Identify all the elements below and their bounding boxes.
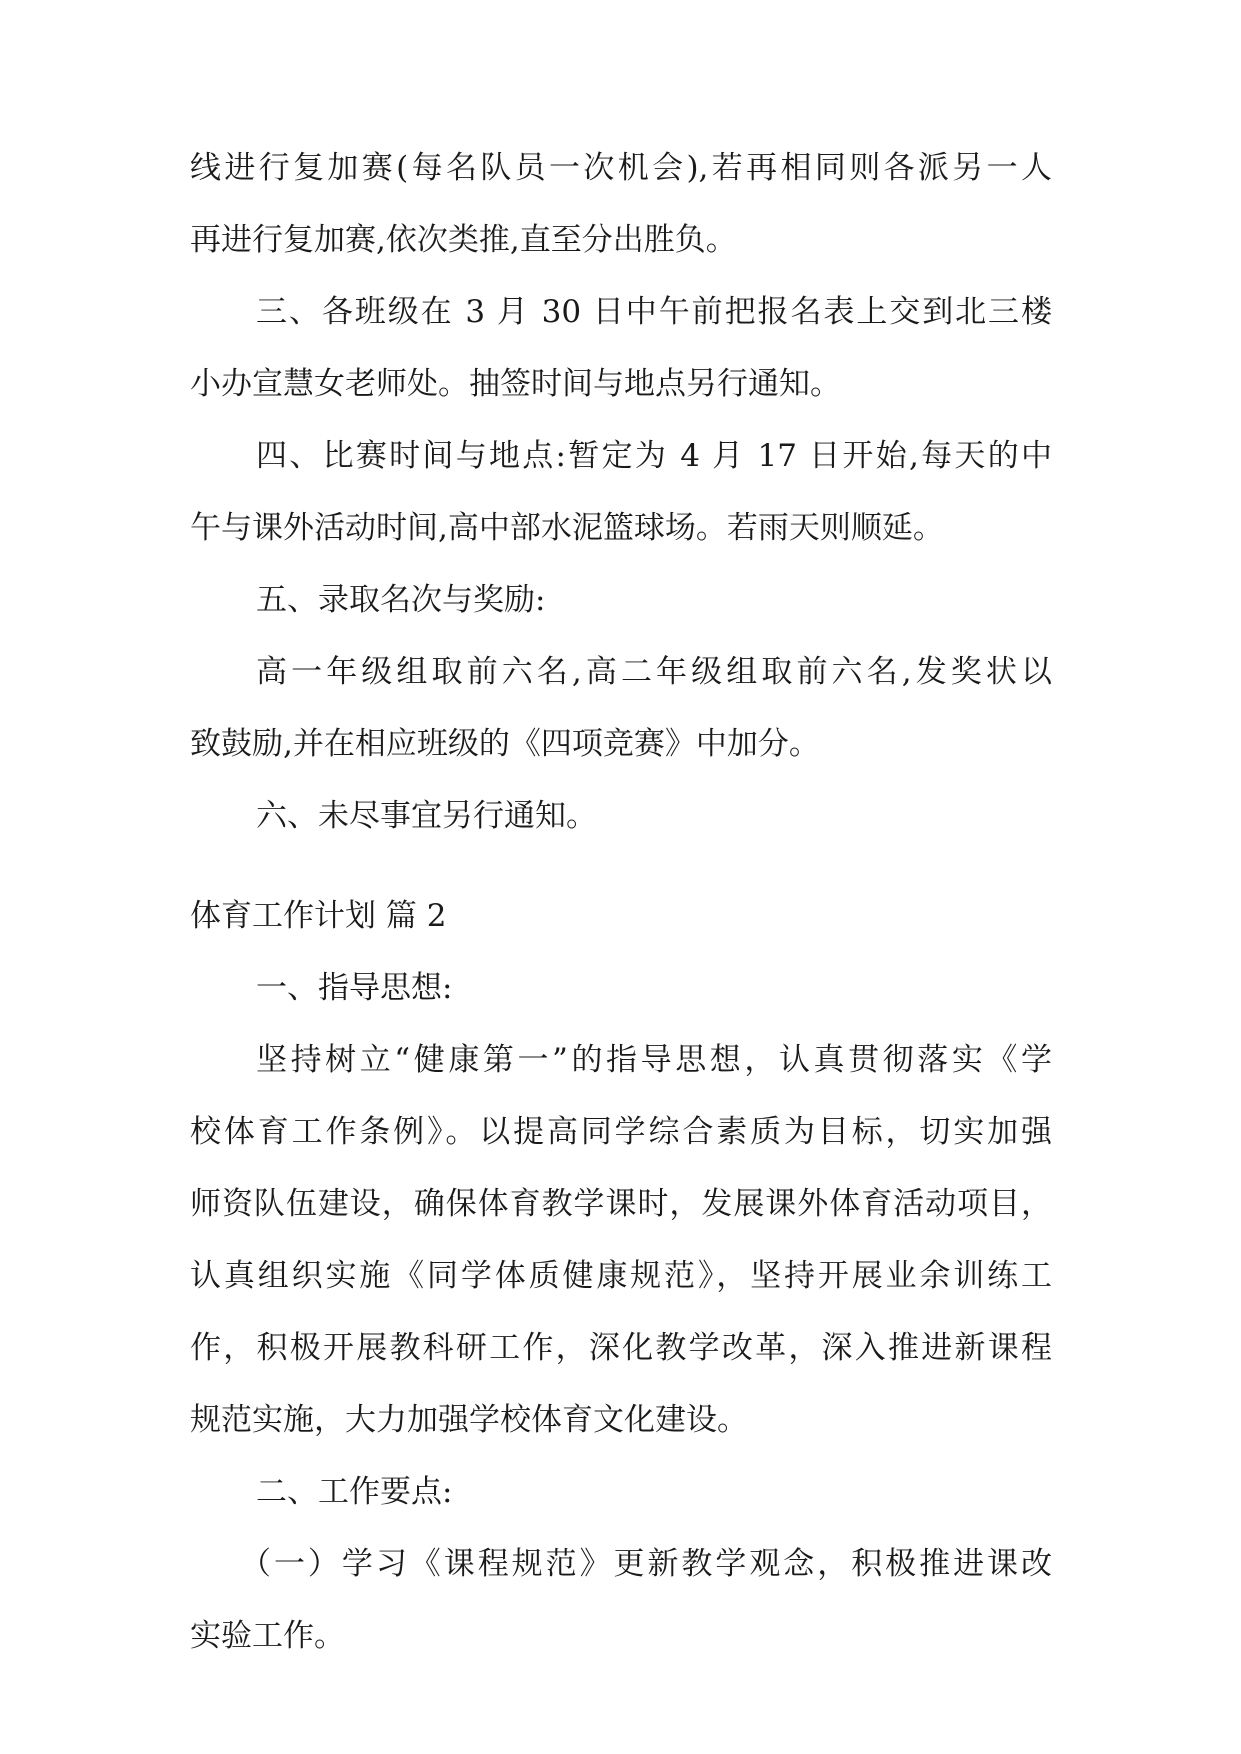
paragraph-line: 六、未尽事宜另行通知。 <box>256 798 597 834</box>
paragraph-line: 坚持树立“健康第一”的指导思想，认真贯彻落实《学 <box>256 1042 1052 1078</box>
paragraph-line: 小办宣慧女老师处。抽签时间与地点另行通知。 <box>190 366 841 402</box>
paragraph-line: 五、录取名次与奖励: <box>256 582 546 618</box>
paragraph-line: 三、各班级在 3 月 30 日中午前把报名表上交到北三楼 <box>256 294 1052 330</box>
paragraph-line: 四、比赛时间与地点:暂定为 4 月 17 日开始,每天的中 <box>256 438 1052 474</box>
paragraph-line: 致鼓励,并在相应班级的《四项竞赛》中加分。 <box>190 726 820 762</box>
paragraph-line: 实验工作。 <box>190 1618 345 1654</box>
paragraph-line: 校体育工作条例》。以提高同学综合素质为目标，切实加强 <box>190 1114 1052 1150</box>
paragraph-line: （一）学习《课程规范》更新教学观念，积极推进课改 <box>240 1546 1052 1582</box>
paragraph-line: 师资队伍建设，确保体育教学课时，发展课外体育活动项目， <box>190 1186 1052 1222</box>
paragraph-line: 午与课外活动时间,高中部水泥篮球场。若雨天则顺延。 <box>190 510 944 546</box>
paragraph-line: 规范实施，大力加强学校体育文化建设。 <box>190 1402 748 1438</box>
paragraph-line: 一、指导思想: <box>256 970 453 1006</box>
paragraph-line: 线进行复加赛(每名队员一次机会),若再相同则各派另一人 <box>190 150 1052 186</box>
paragraph-line: 再进行复加赛,依次类推,直至分出胜负。 <box>190 222 737 258</box>
paragraph-line: 认真组织实施《同学体质健康规范》，坚持开展业余训练工 <box>190 1258 1052 1294</box>
paragraph-line: 作，积极开展教科研工作，深化教学改革，深入推进新课程 <box>190 1330 1052 1366</box>
paragraph-line: 二、工作要点: <box>256 1474 453 1510</box>
section-heading: 体育工作计划 篇 2 <box>190 898 447 934</box>
paragraph-line: 高一年级组取前六名,高二年级组取前六名,发奖状以 <box>256 654 1052 690</box>
